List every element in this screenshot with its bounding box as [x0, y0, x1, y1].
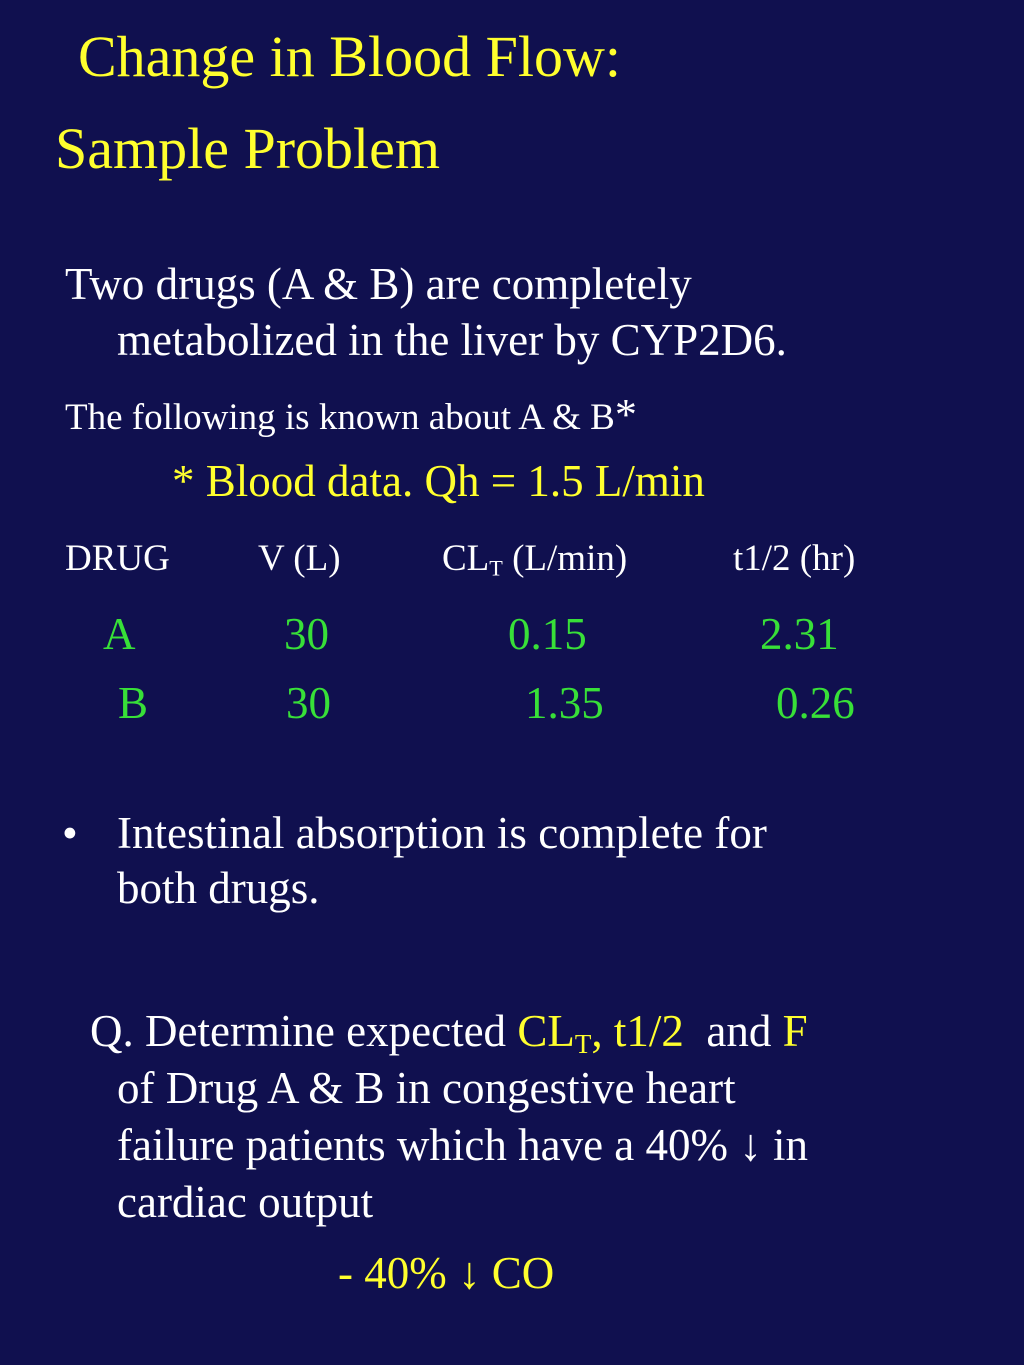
- question-t-half: t1/2: [602, 1006, 684, 1056]
- question-f: F: [782, 1006, 808, 1056]
- header-drug: DRUG: [65, 538, 170, 579]
- intro-line1: Two drugs (A & B) are completely: [65, 259, 692, 309]
- row-a-clearance: 0.15: [508, 609, 587, 659]
- question-and: and: [683, 1006, 783, 1056]
- row-b-drug: B: [118, 678, 149, 728]
- header-volume: V (L): [258, 538, 341, 579]
- question-line3: failure patients which have a 40% ↓ in: [117, 1120, 809, 1170]
- known-line: [65, 390, 637, 439]
- row-a-volume: 30: [284, 609, 329, 659]
- header-clearance-main: CL: [442, 538, 490, 579]
- question-line4: cardiac output: [117, 1177, 374, 1227]
- question-line2: of Drug A & B in congestive heart: [117, 1063, 736, 1113]
- co-decrease-note: - 40% ↓ CO: [338, 1248, 555, 1298]
- row-b-volume: 30: [286, 678, 331, 728]
- header-clearance-sub: T: [489, 555, 503, 581]
- row-b-clearance: 1.35: [525, 678, 604, 728]
- row-a-drug: A: [103, 609, 136, 659]
- question-prefix: Q. Determine expected: [90, 1006, 518, 1056]
- known-text: The following is known about A & B: [65, 397, 615, 438]
- header-clearance-unit: (L/min): [502, 538, 628, 579]
- question-cl: [517, 1006, 684, 1059]
- slide-title-line2: Sample Problem: [55, 116, 441, 181]
- header-half-life: t1/2 (hr): [733, 538, 856, 579]
- bullet-line1: Intestinal absorption is complete for: [117, 808, 767, 858]
- known-asterisk: *: [614, 390, 637, 439]
- row-a-half-life: 2.31: [760, 609, 839, 659]
- bullet-line2: both drugs.: [117, 863, 320, 913]
- blood-data-note: * Blood data. Qh = 1.5 L/min: [172, 456, 705, 506]
- table-header: [65, 540, 895, 584]
- question-comma: ,: [591, 1006, 603, 1056]
- row-b-half-life: 0.26: [776, 678, 855, 728]
- slide-title-line1: Change in Blood Flow:: [78, 24, 621, 89]
- question-line1: [90, 1006, 808, 1059]
- bullet-symbol: •: [62, 808, 78, 858]
- intro-line2: metabolized in the liver by CYP2D6.: [117, 315, 787, 365]
- question-cl-main: CL: [517, 1006, 575, 1056]
- header-clearance: [442, 538, 628, 581]
- question-cl-sub: T: [574, 1028, 592, 1059]
